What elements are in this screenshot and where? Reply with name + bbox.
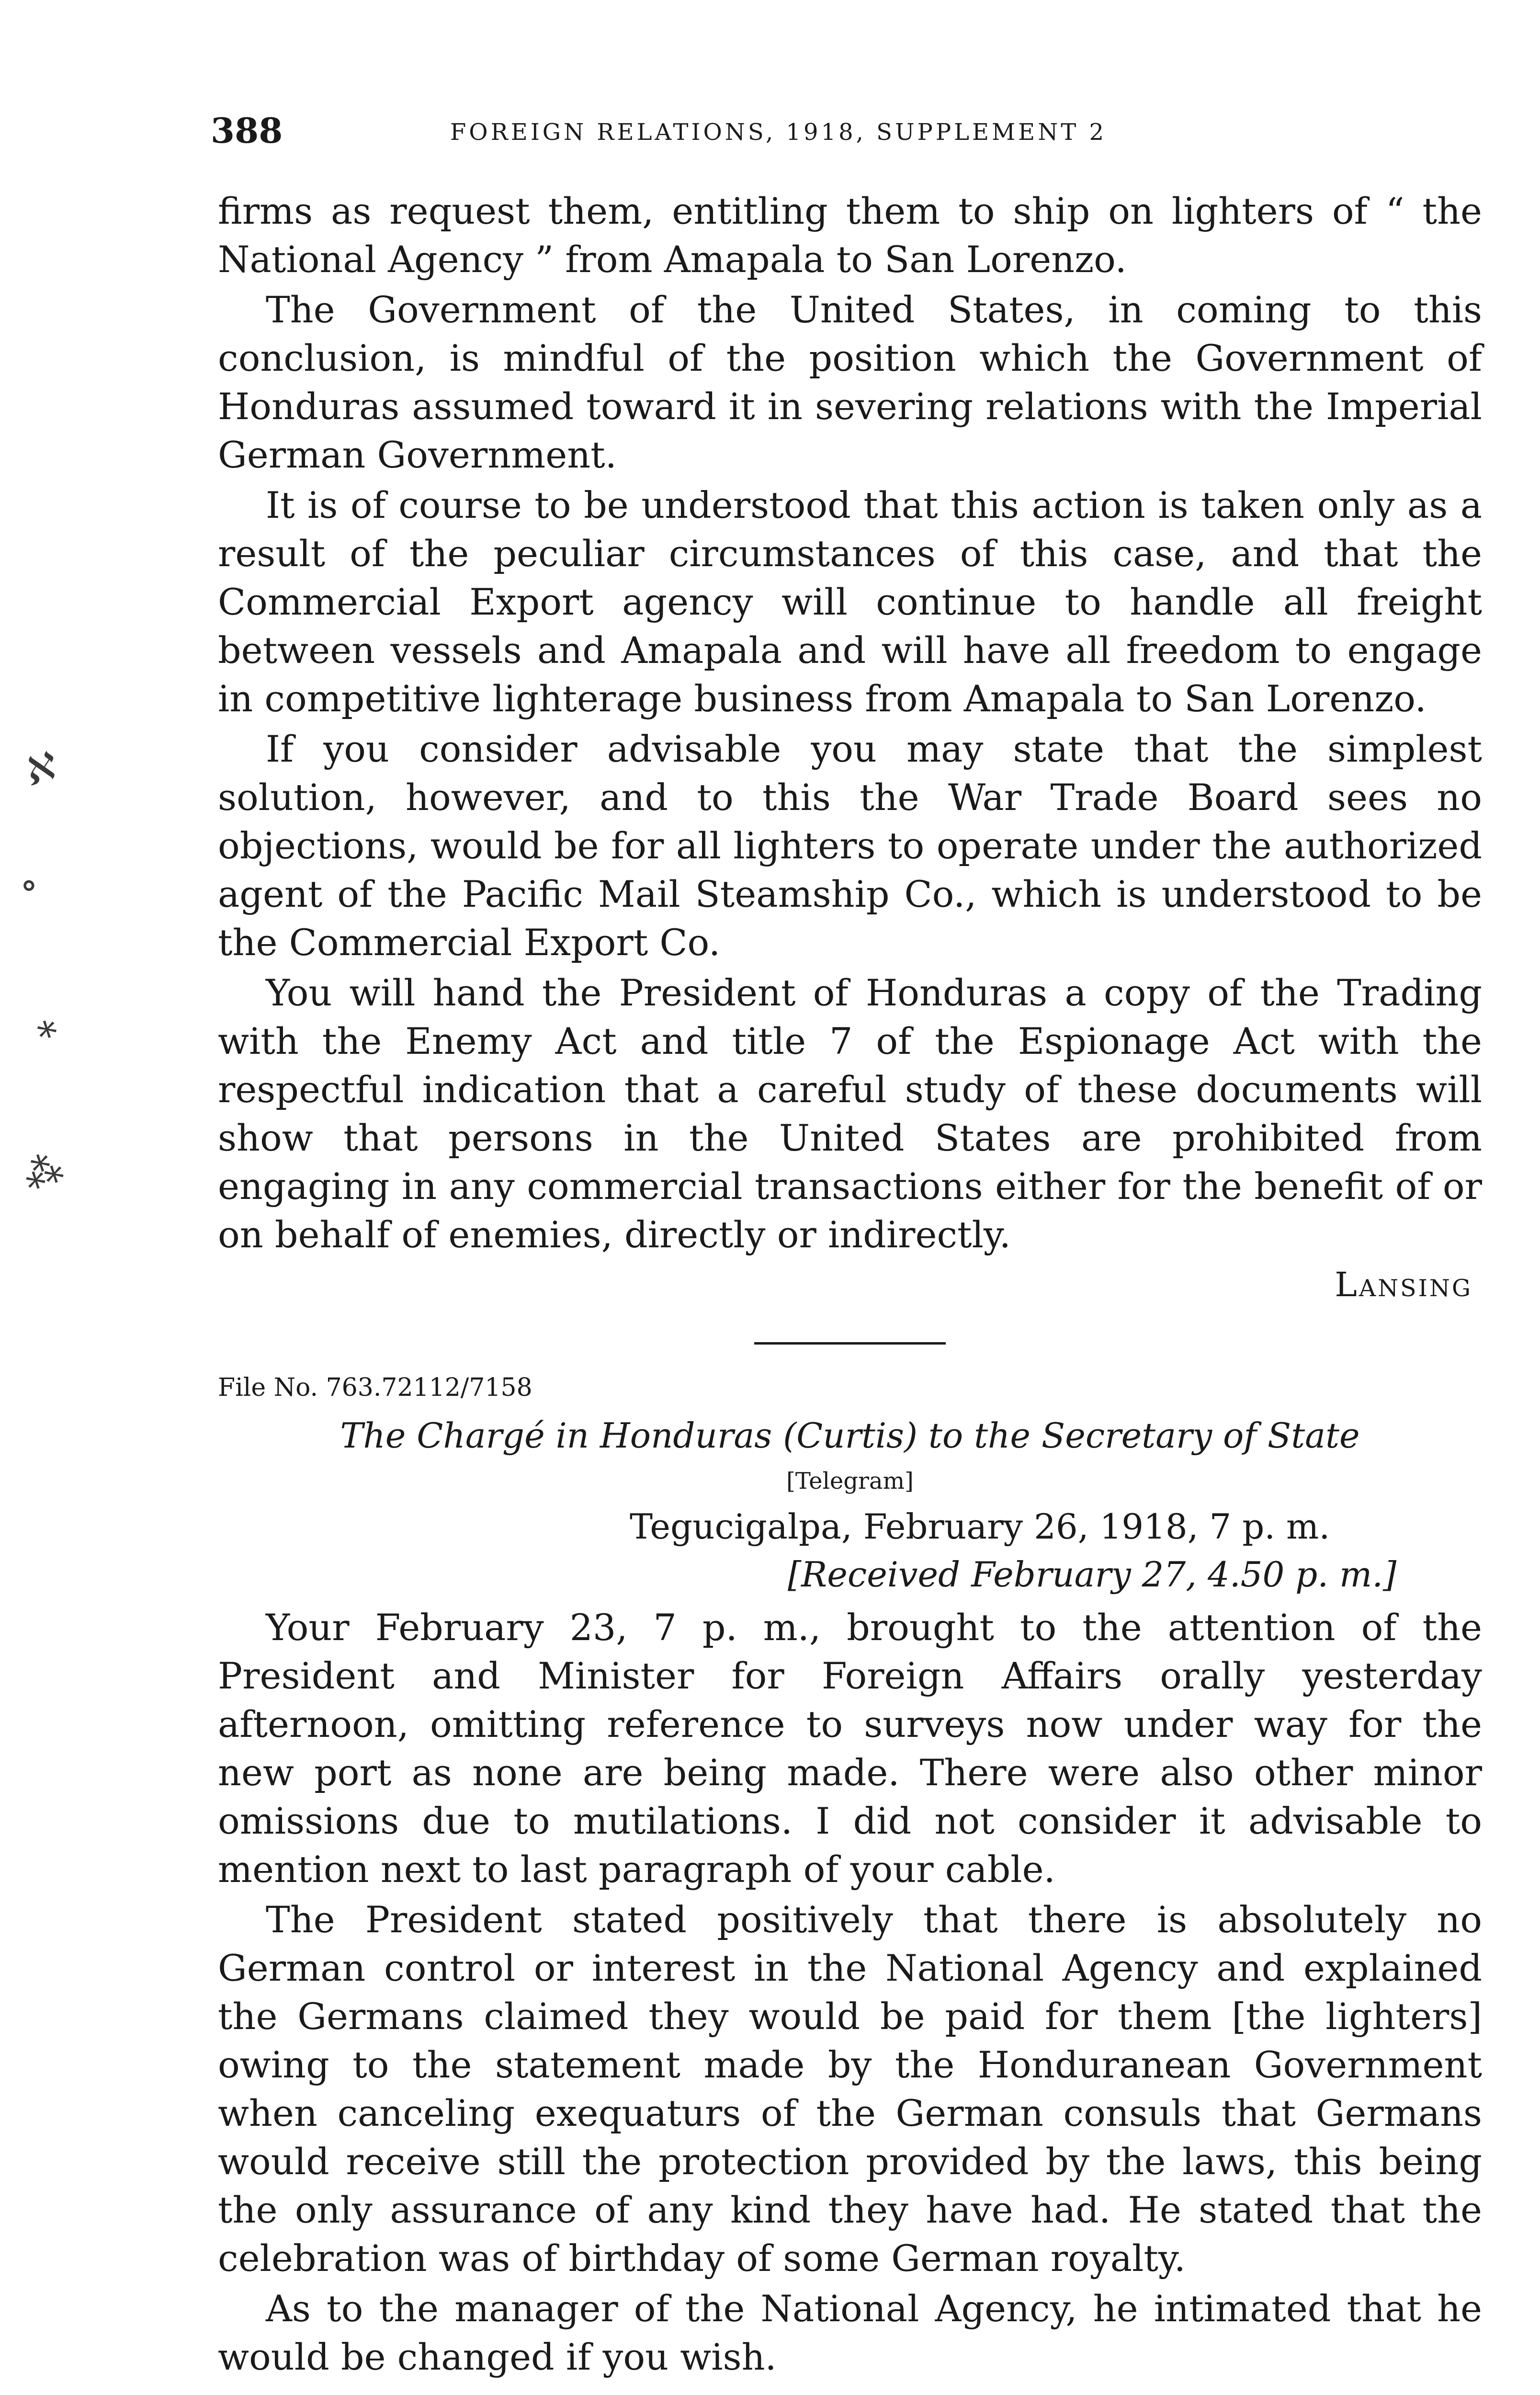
paragraph: Your February 23, 7 p. m., brought to the attention of the President and Minister for Foreign Affairs orally yesterday afternoon, omitting reference to surveys now under way for the new port as none are being made. There were also other minor omissions due to mutilations. I did not consider it advisable to mention next to last paragraph of your cable. (218, 1606, 1482, 1891)
file-number: File No. 763.72112/7158 (218, 1373, 532, 1402)
page-header (211, 110, 1475, 168)
paragraph: You will hand the President of Honduras a copy of the Trading with the Enemy Act and title 7 of the Espionage Act with the respectful indication that a careful study of these documents will show that persons in the United States are prohibited from engaging in any commercial transactions either for the benefit of or on behalf of enemies, directly or indirectly. (218, 971, 1482, 1256)
paragraph: As to the manager of the National Agency, he intimated that he would be changed if you wish. (218, 2287, 1482, 2378)
section-divider (754, 1342, 946, 1345)
dateline: Tegucigalpa, February 26, 1918, 7 p. m. (630, 1506, 1330, 1547)
paragraph: The President stated positively that there is absolutely no German control or interest in the National Agency and explained the Germans claimed they would be paid for them [the lighters] owing to the statement made by the Honduranean Government when canceling exequaturs of the German consuls that Germans would receive still the protection provided by the laws, this being the only assurance of any kind they have had. He stated that the celebration was of birthday of some German royalty. (218, 1898, 1482, 2280)
running-title: FOREIGN RELATIONS, 1918, SUPPLEMENT 2 (450, 119, 1107, 146)
paragraph: If you consider advisable you may state that the simplest solution, however, and to this the War Trade Board sees no objections, would be for all lighters to operate under the authorized agent of the Pacific Mail Steamship Co., which is understood to be the Commercial Export Co. (218, 728, 1482, 964)
paragraph: The Government of the United States, in coming to this conclusion, is mindful of the position which the Government of Honduras assumed toward it in severing relations with the Imperial German Government. (218, 288, 1482, 476)
page-body (218, 187, 1482, 2383)
paragraph: It is of course to be understood that this action is taken only as a result of the peculiar circumstances of this case, and that the Commercial Export agency will continue to handle all freight between vessels and Amapala and will have all freedom to engage in competitive lighterage business from Amapala to San Lorenzo. (218, 484, 1482, 720)
paragraph: firms as request them, entitling them to ship on lighters of “ the National Agency ” from Amapala to San Lorenzo. (218, 190, 1482, 281)
signature: Lansing (1335, 1265, 1472, 1304)
handwritten-marginalia: ℵ ∘ ∗ ⁂ (12, 744, 68, 1199)
received-line: [Received February 27, 4.50 p. m.] (788, 1554, 1397, 1595)
telegram-label: [Telegram] (786, 1468, 914, 1494)
page-number: 388 (211, 110, 283, 151)
document-title: The Chargé in Honduras (Curtis) to the Secretary of State (340, 1415, 1360, 1456)
